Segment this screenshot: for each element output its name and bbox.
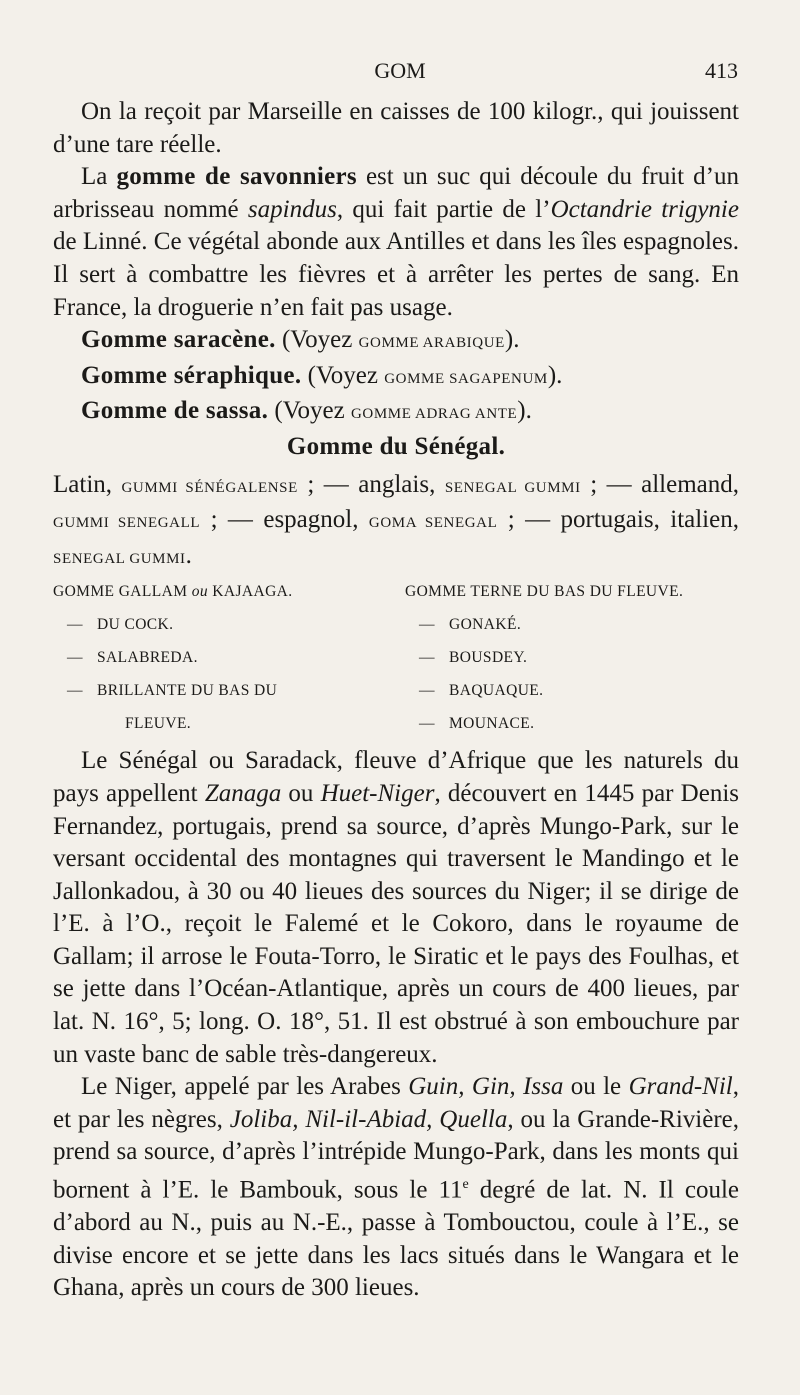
text-run: degré de lat. N. Il coule d’abord au N., puis au N.-E., passe à Tombouctou, coule à l’E., se divise encore et se jette dans les lacs situés dans le Wangara et le Ghana, après un cours de 300 lieues. (53, 1176, 739, 1302)
variety-name: MOUNACE. (449, 715, 535, 733)
variety-right (405, 707, 739, 740)
text-run: ; — portugais, italien, (497, 506, 739, 534)
cross-reference (53, 324, 739, 360)
list-row (53, 641, 739, 674)
variety-name: SALABREDA. (97, 649, 198, 667)
indent-blank (53, 707, 97, 740)
ditto-dash: — (419, 616, 435, 634)
ditto-dash: — (67, 616, 83, 634)
varieties-list (53, 575, 739, 740)
text-run: , et par les nègres, (53, 1073, 739, 1133)
variety-name: GOMME GALLAM (53, 583, 188, 601)
text-run: , découvert en 1445 par Denis Fernandez, portugais, prend sa source, d’après Mungo-Park, sur le versant occidental des montagnes qui traversent le Mandingo et le Jallonkadou, à 30 ou 40 lieues des sources du Niger; il se dirige de l’E. à l’O., reçoit le Falemé et le Cokoro, dans le royaume de Gallam; il arrose le Fouta-Torro, le Siratic et le pays des Foulhas, et se jette dans l’Océan-Atlantique, après un cours de 400 lieues, par lat. N. 16°, 5; long. O. 18°, 51. Il est obstrué à son embouchure par un vaste banc de sable très-dangereux. (53, 779, 739, 1068)
list-row (53, 575, 739, 608)
small-caps-term: GOMME ADRAG ANTE (351, 406, 518, 423)
italic-term: Huet-Niger (320, 779, 435, 807)
variety-right (405, 674, 739, 707)
entry-term: Gomme saracène. (81, 326, 276, 354)
text-run: , qui fait partie de l’ (336, 195, 551, 223)
text-run: ou le (563, 1073, 629, 1101)
list-row (53, 707, 739, 740)
text-run: (Voyez (301, 361, 385, 389)
entry-term: Gomme séraphique. (81, 361, 302, 389)
ditto-dash: — (419, 682, 435, 700)
small-caps-term: SENEGAL GUMMI (53, 550, 186, 567)
text-run: (Voyez (268, 397, 351, 425)
text-run: ). (504, 326, 520, 354)
variety-conjunction: ou (191, 583, 208, 601)
italic-term: Octandrie trigynie (550, 195, 739, 223)
variety-name: GONAKÉ. (449, 616, 522, 634)
superscript: e (462, 1177, 469, 1193)
list-row (53, 674, 739, 707)
variety-left (53, 674, 405, 707)
ditto-dash: — (67, 682, 83, 700)
small-caps-term: GOMA SENEGAL (368, 515, 498, 532)
small-caps-term: GOMME ARABIQUE (358, 335, 505, 352)
small-caps-term: GUMMI SENEGALL (53, 515, 201, 532)
text-run: Le Sénégal ou Saradack, fleuve d’Afrique que les naturels du pays appellent (53, 747, 739, 807)
ditto-dash: — (419, 715, 435, 733)
ditto-dash: — (67, 649, 83, 667)
text-run: est un suc qui découle du fruit d’un arbrisseau nommé (53, 163, 739, 223)
text-run: de Linné. Ce végétal abonde aux Antilles et dans les îles espagnoles. Il sert à combattre les fièvres et à arrêter les pertes de sang. En France, la droguerie n’en fait pas usage. (53, 228, 739, 321)
text-run: La (81, 163, 117, 191)
variety-left (53, 608, 405, 641)
section-heading: Gomme du Sénégal. (286, 432, 506, 460)
text-run: ; — allemand, (580, 470, 739, 498)
variety-left (53, 641, 405, 674)
text-run: ; — anglais, (297, 470, 445, 498)
text-run: Latin, (53, 470, 122, 498)
list-row (53, 608, 739, 641)
page-body (53, 96, 739, 1305)
variety-name: BAQUAQUE. (449, 682, 544, 700)
paragraph-senegal (53, 745, 739, 1071)
text-run: ou (281, 779, 321, 807)
ditto-dash: — (419, 649, 435, 667)
variety-left (53, 575, 405, 608)
text-run: (Voyez (275, 326, 359, 354)
variety-name: FLEUVE. (125, 715, 192, 733)
text-run: ). (517, 397, 532, 425)
text-run: ; — espagnol, (200, 506, 369, 534)
page-number: 413 (705, 58, 738, 83)
variety-name: BOUSDEY. (449, 649, 528, 667)
text-run: , ou la Grande-Rivière, prend sa source, d’après l’intrépide Mungo-Park, dans les monts qui bornent à l’E. le Bambouk, sous le 11 (53, 1105, 739, 1204)
entry-term: gomme de savonniers (116, 163, 357, 191)
small-caps-term: GOMME SAGAPENUM (384, 370, 548, 387)
running-header (0, 58, 800, 88)
italic-term: Zanaga (204, 779, 282, 807)
italic-term: Joliba, Nil-il-Abiad, Quella (229, 1105, 508, 1133)
variety-name: BRILLANTE DU BAS DU (97, 682, 278, 700)
paragraph-marseille: On la reçoit par Marseille en caisses de 100 kilogr., qui jouissent d’une tare réelle. (53, 98, 739, 158)
paragraph-gomme-savonniers (53, 161, 739, 324)
running-title: GOM (374, 58, 426, 83)
variety-name: DU COCK. (97, 616, 174, 634)
cross-reference (53, 395, 739, 431)
variety-right: GOMME TERNE DU BAS DU FLEUVE. (405, 583, 684, 601)
text-run: . (185, 541, 192, 569)
italic-term: Guin, Gin, Issa (408, 1073, 564, 1101)
text-run: ). (547, 361, 563, 389)
italic-term: Grand-Nil (628, 1073, 733, 1101)
small-caps-term: GUMMI SÉNÉGALENSE (121, 479, 298, 496)
text-run: Le Niger, appelé par les Arabes (81, 1073, 409, 1101)
paragraph-languages (53, 469, 739, 576)
paragraph-niger (53, 1071, 739, 1304)
variety-right (405, 608, 739, 641)
variety-name: KAJAAGA. (212, 583, 293, 601)
variety-right (405, 641, 739, 674)
italic-term: sapindus (247, 195, 337, 223)
small-caps-term: SENEGAL GUMMI (444, 479, 581, 496)
entry-term: Gomme de sassa. (81, 397, 269, 425)
variety-left (53, 707, 405, 740)
cross-reference (53, 360, 739, 396)
